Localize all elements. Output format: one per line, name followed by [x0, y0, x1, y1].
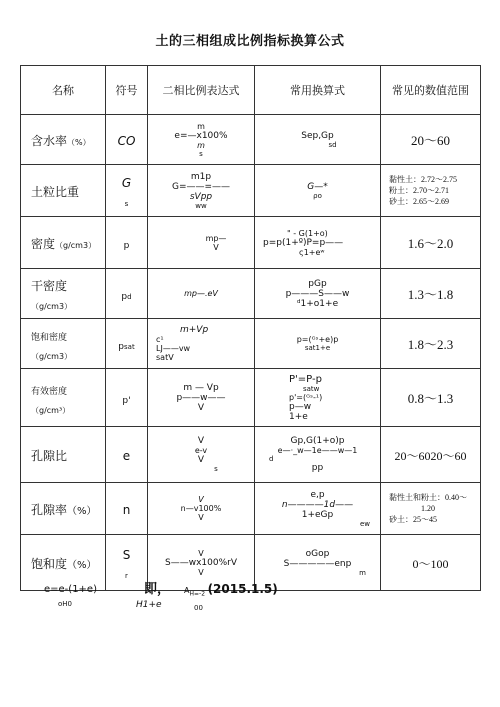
row-range: 1.8～2.3 — [381, 319, 481, 369]
row-conversion: e,p n————1d—— 1+eGp ew — [255, 483, 381, 535]
table-row — [21, 319, 481, 369]
row-range: 0～100 — [381, 535, 481, 591]
row-expression: mp— V — [148, 217, 255, 269]
row-expression: V S——wx100%rV V — [148, 535, 255, 591]
row-expression: m e=—x100% m s — [148, 115, 255, 165]
row-symbol: p — [106, 217, 148, 269]
row-name: 孔隙率（%） — [21, 483, 106, 535]
row-conversion: pGp p———S——w ᵈ1+o1+e — [255, 269, 381, 319]
header-name: 名称 — [21, 66, 106, 115]
row-range: 1.6～2.0 — [381, 217, 481, 269]
row-expression: m1p G=——=—— sVpp ww — [148, 165, 255, 217]
table-row — [21, 115, 481, 165]
table-row — [21, 217, 481, 269]
row-name: 干密度（g/cm3） — [21, 269, 106, 319]
header-expression: 二相比例表达式 — [148, 66, 255, 115]
row-conversion: oGop S—————enp m — [255, 535, 381, 591]
row-name: 密度（g/cm3） — [21, 217, 106, 269]
footer-ref: $A_{H=-2}$ (2015.1.5) — [184, 582, 278, 598]
row-symbol: S r — [106, 535, 148, 591]
footer-equation-2: H1+e — [136, 600, 162, 610]
row-range: 0.8～1.3 — [381, 369, 481, 427]
row-name: 孔隙比 — [21, 427, 106, 483]
row-name: 饱和度（%） — [21, 535, 106, 591]
row-range: 20～6020～60 — [381, 427, 481, 483]
row-name: 饱和密度（g/cm3） — [21, 319, 106, 369]
row-expression: V e-v V s — [148, 427, 255, 483]
row-conversion: " - G(1+o) p=p(1+º)P=p—— ς1+eʷ — [255, 217, 381, 269]
table-row — [21, 427, 481, 483]
row-expression: m — Vp p——w—— V — [148, 369, 255, 427]
row-expression: V n—v100% V — [148, 483, 255, 535]
row-conversion: G—* ρo — [255, 165, 381, 217]
row-name: 含水率（%） — [21, 115, 106, 165]
row-conversion: p=(ᴳˢ+e)p sat1+e — [255, 319, 381, 369]
row-range: 20～60 — [381, 115, 481, 165]
header-range: 常见的数值范围 — [381, 66, 481, 115]
row-symbol: psat — [106, 319, 148, 369]
footer-equation-1-sub: oH0 — [58, 600, 72, 608]
header-symbol: 符号 — [106, 66, 148, 115]
row-conversion: Sep,Gp sd — [255, 115, 381, 165]
footer-equation-1: e=e-(1+e) — [44, 584, 97, 595]
table-row — [21, 369, 481, 427]
row-expression: m+Vp c¹ LJ——vw satV — [148, 319, 255, 369]
row-expression: mp—.eV — [148, 269, 255, 319]
page-title: 土的三相组成比例指标换算公式 — [155, 33, 345, 48]
table-row — [21, 269, 481, 319]
row-symbol: CO — [106, 115, 148, 165]
row-symbol: e — [106, 427, 148, 483]
footer-equation-2-sub: 00 — [194, 604, 203, 612]
header-conversion: 常用换算式 — [255, 66, 381, 115]
row-conversion: Gp,G(1+o)p e—·_w—1e——w—1 d pp — [255, 427, 381, 483]
table-row — [21, 483, 481, 535]
footer-label: 即， — [144, 581, 171, 596]
formula-table — [20, 65, 481, 591]
header-row — [21, 66, 481, 115]
row-symbol: G s — [106, 165, 148, 217]
row-name: 有效密度（g/cm³） — [21, 369, 106, 427]
row-range: 黏性土：2.72～2.75 粉土：2.70～2.71 砂土：2.65～2.69 — [381, 165, 481, 217]
row-range: 1.3～1.8 — [381, 269, 481, 319]
table-row — [21, 165, 481, 217]
row-symbol: p' — [106, 369, 148, 427]
row-name: 土粒比重 — [21, 165, 106, 217]
row-symbol: pd — [106, 269, 148, 319]
row-symbol: n — [106, 483, 148, 535]
row-range: 黏性土和粉土：0.40～ 1.20 砂土：25～45 — [381, 483, 481, 535]
footer-formulas — [44, 578, 464, 638]
row-conversion: P'=P-p satw p'=(ᴳˢ-¹) p—w 1+e — [255, 369, 381, 427]
